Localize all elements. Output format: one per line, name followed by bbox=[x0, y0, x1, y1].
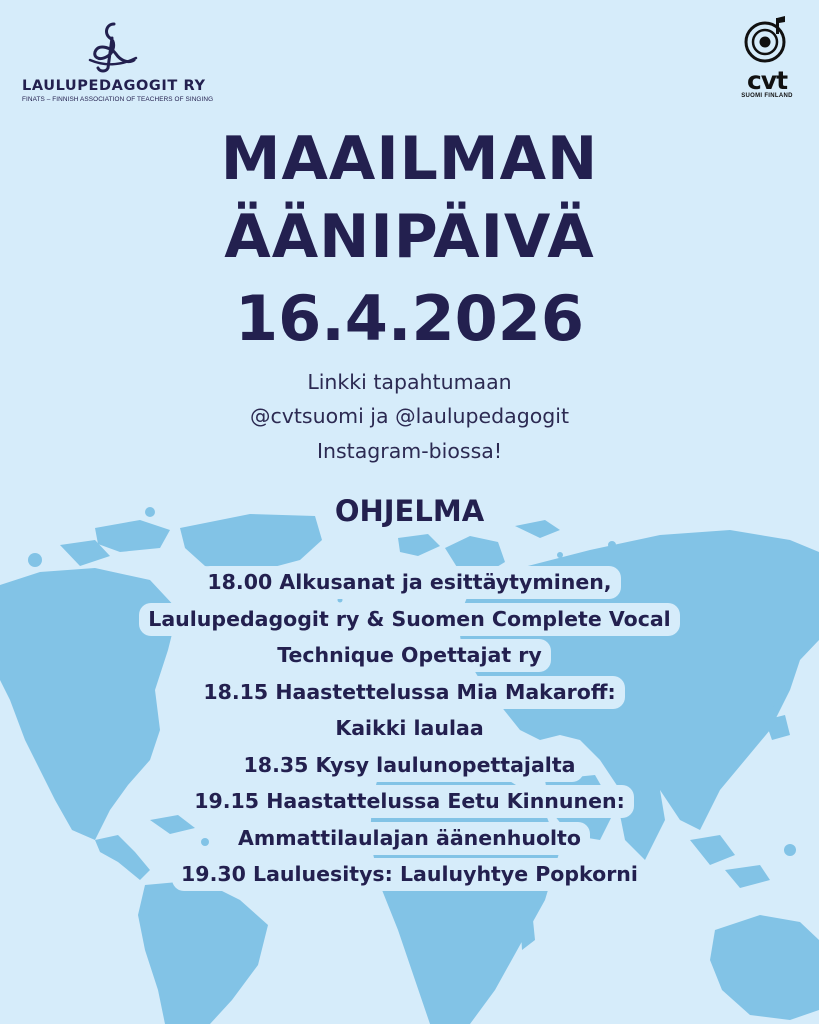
info-line-1: Linkki tapahtumaan bbox=[307, 370, 512, 394]
program-line bbox=[0, 785, 819, 822]
logo-right-name: cvt bbox=[746, 66, 788, 95]
program-line-text: Kaikki laulaa bbox=[326, 712, 492, 745]
program-line-text: 19.15 Haastattelussa Eetu Kinnunen: bbox=[185, 785, 634, 818]
program-line bbox=[0, 858, 819, 895]
info-line-3: Instagram-biossa! bbox=[316, 439, 503, 463]
program-line bbox=[0, 566, 819, 603]
program-line bbox=[0, 712, 819, 749]
program-heading: OHJELMA bbox=[334, 494, 485, 528]
logo-left-name: LAULUPEDAGOGIT RY bbox=[22, 78, 206, 94]
treble-clef-icon bbox=[84, 20, 142, 74]
program-line bbox=[0, 749, 819, 786]
title-line-1: MAAILMAN bbox=[220, 124, 599, 194]
program-line-text: 19.30 Lauluesitys: Lauluyhtye Popkorni bbox=[172, 858, 647, 891]
program-line-text: 18.00 Alkusanat ja esittäytyminen, bbox=[198, 566, 620, 599]
program-line bbox=[0, 676, 819, 713]
info-line-2: @cvtsuomi ja @laulupedagogit bbox=[249, 404, 570, 428]
vinyl-record-note-icon bbox=[741, 14, 793, 64]
event-date: 16.4.2026 bbox=[234, 282, 585, 355]
program-line bbox=[0, 822, 819, 859]
program-line-text: Technique Opettajat ry bbox=[268, 639, 551, 672]
laulupedagogit-logo bbox=[22, 20, 222, 103]
program-line-text: Laulupedagogit ry & Suomen Complete Vocal bbox=[139, 603, 679, 636]
logo-left-subtitle: FINATS – FINNISH ASSOCIATION OF TEACHERS OF SINGING bbox=[22, 96, 214, 103]
title-line-2: ÄÄNIPÄIVÄ bbox=[224, 202, 595, 272]
program-line-text: Ammattilaulajan äänenhuolto bbox=[229, 822, 590, 855]
cvt-logo bbox=[730, 14, 804, 99]
program-line-text: 18.15 Haastettelussa Mia Makaroff: bbox=[194, 676, 624, 709]
program-line bbox=[0, 603, 819, 640]
program-line-text: 18.35 Kysy laulunopettajalta bbox=[235, 749, 585, 782]
program-list bbox=[0, 566, 819, 895]
logo-right-subtitle: SUOMI FINLAND bbox=[741, 93, 793, 99]
program-line bbox=[0, 639, 819, 676]
